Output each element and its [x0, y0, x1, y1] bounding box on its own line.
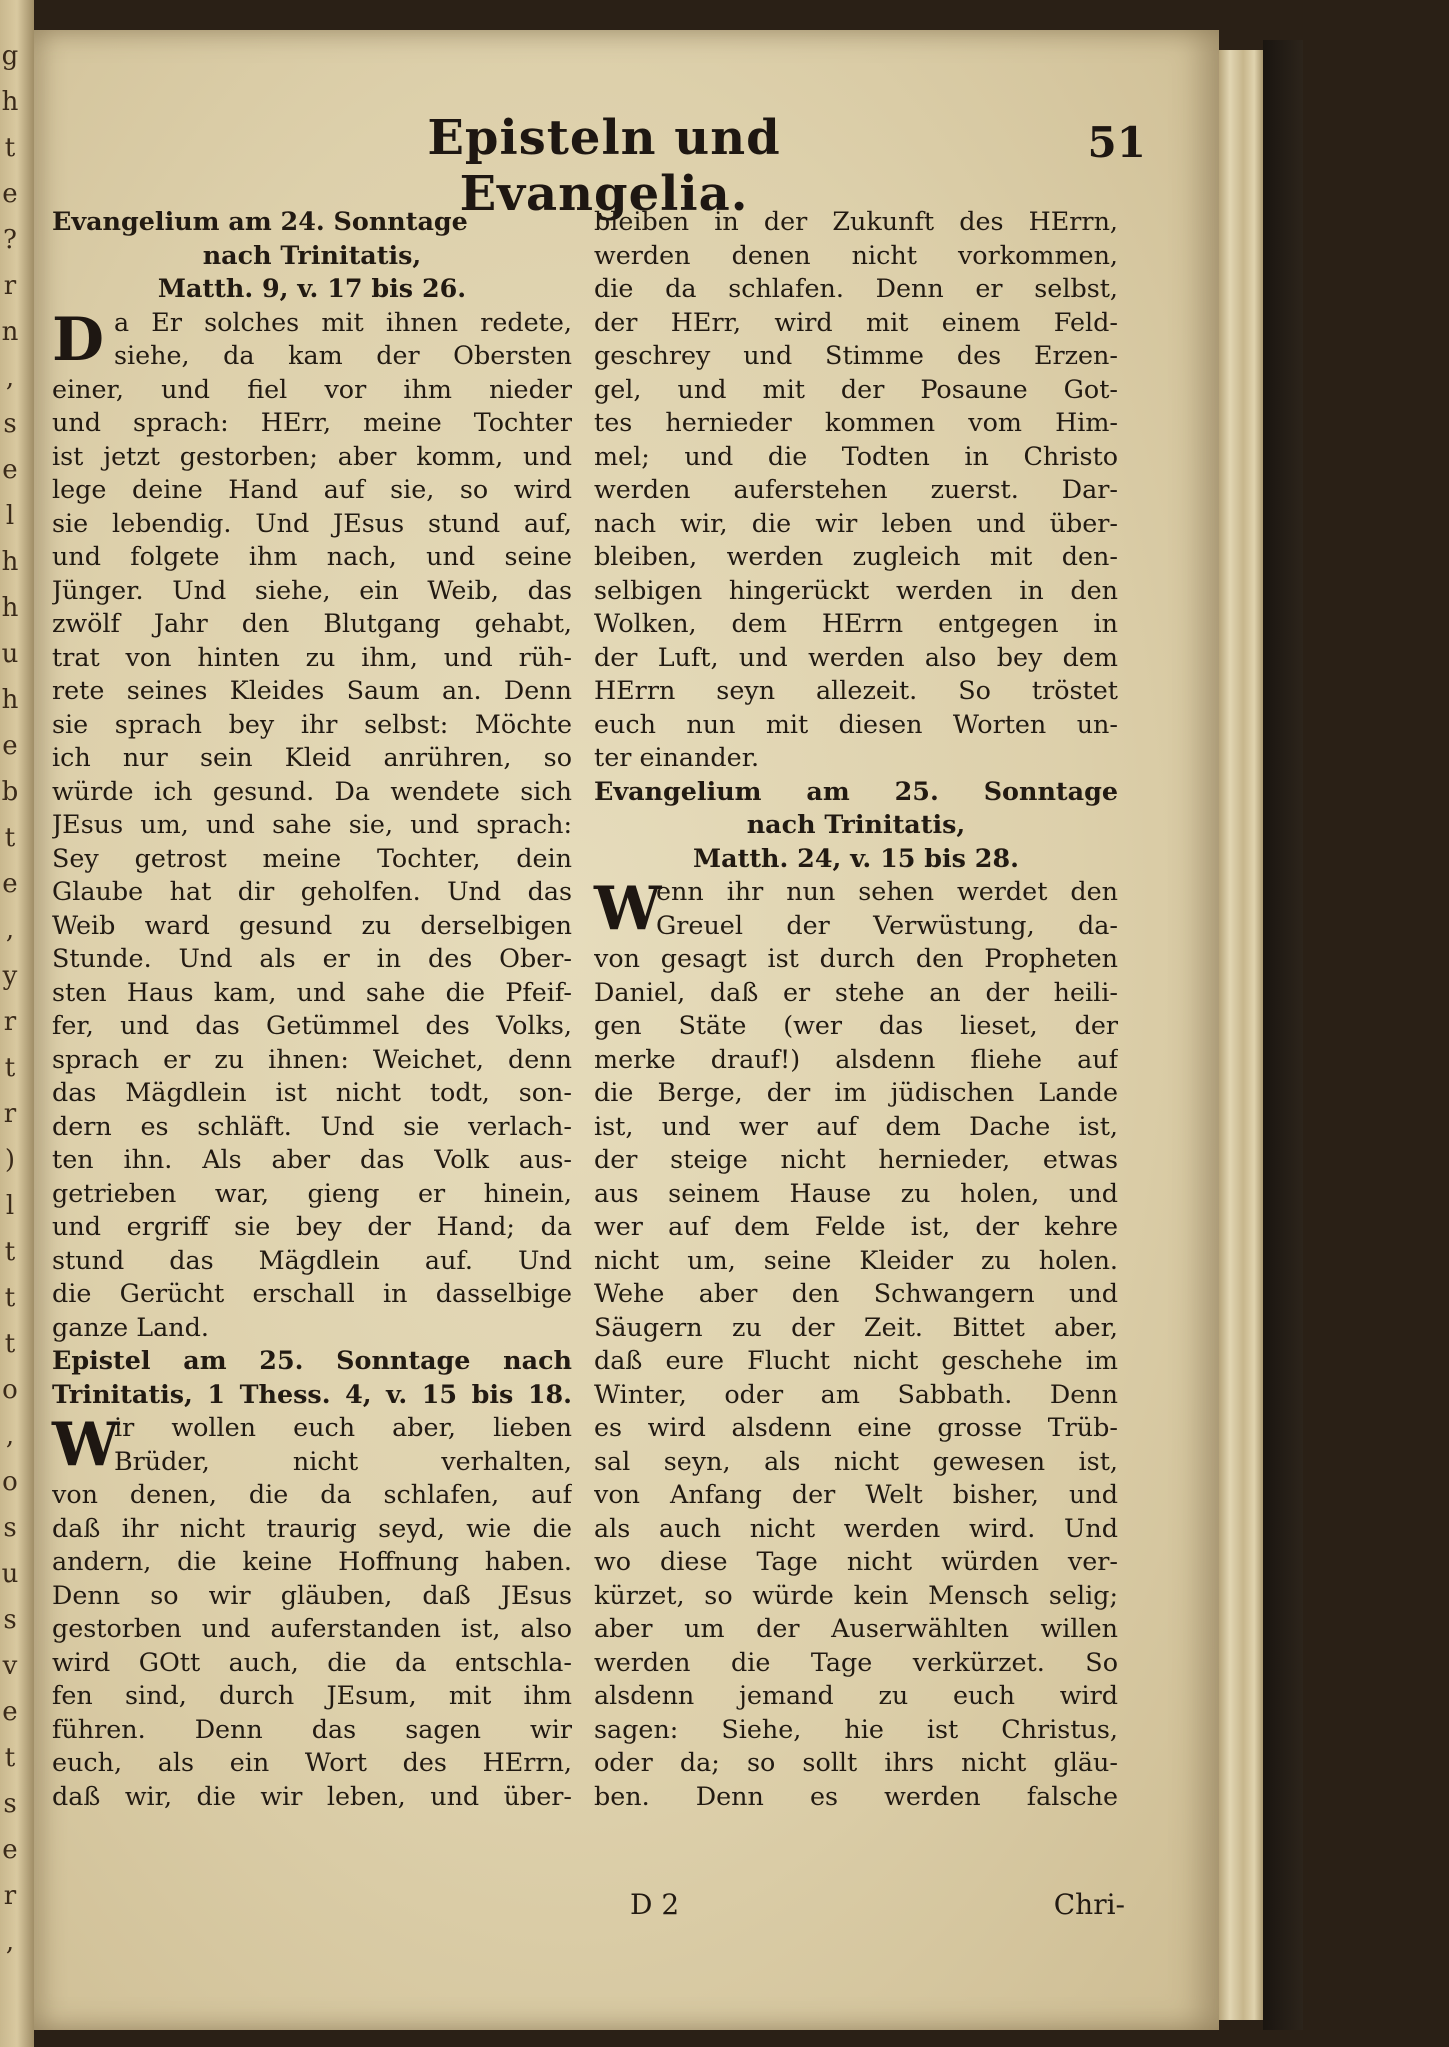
- text-line: sie sprach bey ihr selbst: Möchte: [52, 708, 572, 739]
- margin-fragment: o: [2, 1467, 18, 1497]
- text-line: getrieben war, gieng er hinein,: [52, 1177, 572, 1208]
- text-line: zwölf Jahr den Blutgang gehabt,: [52, 608, 572, 638]
- margin-fragment: h: [1, 547, 19, 577]
- margin-fragment: t: [4, 1283, 16, 1313]
- text-line: von Anfang der Welt bisher, und: [594, 1479, 1118, 1509]
- text-line: sie lebendig. Und JEsus stund auf,: [52, 507, 572, 538]
- margin-fragment: u: [1, 1559, 19, 1589]
- text-line: fer, und das Getümmel des Volks,: [52, 1010, 572, 1040]
- text-line: Sey getrost meine Tochter, dein: [52, 842, 572, 873]
- margin-fragment: v: [2, 1651, 18, 1681]
- margin-fragment: t: [4, 1329, 16, 1359]
- text-line: tes hernieder kommen vom Him-: [594, 407, 1118, 437]
- text-line: wo diese Tage nicht würden ver-: [594, 1546, 1118, 1576]
- margin-fragment: l: [5, 501, 15, 531]
- text-line: daß ihr nicht traurig seyd, wie die: [52, 1512, 572, 1543]
- text-line: Denn so wir gläuben, daß JEsus: [52, 1579, 572, 1610]
- text-line: bleiben in der Zukunft des HErrn,: [594, 206, 1118, 236]
- margin-fragment: e: [2, 1835, 18, 1865]
- text-line: euch, als ein Wort des HErrn,: [52, 1747, 572, 1777]
- text-line: oder da; so sollt ihrs nicht gläu-: [594, 1747, 1118, 1777]
- catchword: Chri-: [1053, 1888, 1125, 1921]
- text-line: nach wir, die wir leben und über-: [594, 507, 1118, 538]
- margin-fragment: o: [2, 1375, 18, 1405]
- text-line: ich nur sein Kleid anrühren, so: [52, 742, 572, 772]
- margin-fragment: s: [3, 1789, 17, 1819]
- margin-fragment: e: [2, 1697, 18, 1727]
- text-line: werden die Tage verkürzet. So: [594, 1646, 1118, 1677]
- text-line: gestorben und auferstanden ist, also: [52, 1613, 572, 1643]
- page-number: 51: [1087, 118, 1146, 167]
- margin-fragment: ,: [5, 1927, 15, 1957]
- drop-cap: W: [594, 874, 662, 944]
- text-line: gel, und mit der Posaune Got-: [594, 373, 1118, 404]
- text-line: daß eure Flucht nicht geschehe im: [594, 1345, 1118, 1375]
- text-line: Jünger. Und siehe, ein Weib, das: [52, 574, 572, 605]
- margin-fragment: b: [1, 777, 19, 807]
- margin-fragment: y: [2, 961, 18, 991]
- text-line: die Gerücht erschall in dasselbige: [52, 1278, 572, 1308]
- margin-fragment: u: [1, 639, 19, 669]
- text-line: bleiben, werden zugleich mit den-: [594, 541, 1118, 571]
- text-line: wird GOtt auch, die da entschla-: [52, 1646, 572, 1677]
- text-line: Wehe aber den Schwangern und: [594, 1278, 1118, 1308]
- margin-fragment: ,: [5, 915, 15, 945]
- text-line: einer, und fiel vor ihm nieder: [52, 373, 572, 404]
- section-gospel-25: [594, 775, 1118, 1814]
- margin-fragment: h: [1, 685, 19, 715]
- margin-fragment: t: [4, 133, 16, 163]
- page-footer: [630, 1888, 1125, 1928]
- text-line: daß wir, die wir leben, und über-: [52, 1780, 572, 1811]
- section-heading: Evangelium am 25. Sonntage: [594, 775, 1118, 806]
- section-epistle-25-continued: [594, 205, 1118, 775]
- text-line: sagen: Siehe, hie ist Christus,: [594, 1713, 1118, 1744]
- text-line: sprach er zu ihnen: Weichet, denn: [52, 1043, 572, 1074]
- text-line: andern, die keine Hoffnung haben.: [52, 1546, 572, 1576]
- text-line: sten Haus kam, und sahe die Pfeif-: [52, 976, 572, 1007]
- text-line: ist jetzt gestorben; aber komm, und: [52, 440, 572, 471]
- text-line: alsdenn jemand zu euch wird: [594, 1680, 1118, 1710]
- scripture-reference: Matth. 9, v. 17 bis 26.: [157, 273, 467, 303]
- text-line: als auch nicht werden wird. Und: [594, 1512, 1118, 1543]
- text-line: geschrey und Stimme des Erzen-: [594, 340, 1118, 370]
- left-column: [52, 205, 572, 1813]
- text-line: Weib ward gesund zu derselbigen: [52, 909, 572, 940]
- text-line: werden auferstehen zuerst. Dar-: [594, 474, 1118, 504]
- section-heading: nach Trinitatis,: [746, 809, 966, 839]
- text-line: Glaube hat dir geholfen. Und das: [52, 876, 572, 906]
- text-line: rete seines Kleides Saum an. Denn: [52, 675, 572, 705]
- margin-fragment: e: [2, 731, 18, 761]
- text-line: JEsus um, und sahe sie, und sprach:: [52, 809, 572, 839]
- text-line: Winter, oder am Sabbath. Denn: [594, 1378, 1118, 1409]
- signature-mark: D 2: [630, 1888, 680, 1921]
- text-line: merke drauf!) alsdenn fliehe auf: [594, 1043, 1118, 1074]
- text-line: werden denen nicht vorkommen,: [594, 239, 1118, 270]
- margin-fragment: e: [2, 869, 18, 899]
- text-line: von denen, die da schlafen, auf: [52, 1479, 572, 1509]
- drop-cap: D: [52, 304, 105, 375]
- right-column: [594, 205, 1118, 1813]
- margin-fragment: t: [4, 1237, 16, 1267]
- paragraph: [52, 1411, 572, 1813]
- section-heading: nach Trinitatis,: [202, 239, 422, 270]
- text-line: und ergriff sie bey der Hand; da: [52, 1211, 572, 1241]
- margin-fragment: r: [3, 1099, 17, 1129]
- margin-fragment: s: [3, 1513, 17, 1543]
- text-line: ist, und wer auf dem Dache ist,: [594, 1110, 1118, 1141]
- section-epistle-25: [52, 1344, 572, 1813]
- text-line: Stunde. Und als er in des Ober-: [52, 943, 572, 973]
- page-block-edge: [1219, 50, 1263, 2020]
- section-heading: Evangelium am 24. Sonntage: [52, 206, 468, 236]
- text-line: und folgete ihm nach, und seine: [52, 541, 572, 571]
- scripture-reference: Matth. 24, v. 15 bis 28.: [693, 842, 1019, 873]
- text-line: sal seyn, als nicht gewesen ist,: [594, 1445, 1118, 1476]
- section-heading: Trinitatis, 1 Thess. 4, v. 15 bis 18.: [52, 1378, 572, 1409]
- text-line: das Mägdlein ist nicht todt, son-: [52, 1077, 572, 1107]
- paragraph: [594, 875, 1118, 1813]
- margin-fragment: r: [3, 1881, 17, 1911]
- text-line: fen sind, durch JEsum, mit ihm: [52, 1680, 572, 1710]
- text-line: ganze Land.: [52, 1311, 209, 1342]
- margin-fragment: h: [1, 87, 19, 117]
- text-line: Säugern zu der Zeit. Bittet aber,: [594, 1311, 1118, 1342]
- text-line: enn ihr nun sehen werdet den: [656, 876, 1118, 906]
- margin-fragment: s: [3, 1605, 17, 1635]
- text-line: kürzet, so würde kein Mensch selig;: [594, 1579, 1118, 1610]
- margin-fragment: e: [2, 455, 18, 485]
- text-line: gen Stäte (wer das lieset, der: [594, 1010, 1118, 1040]
- margin-fragment: h: [1, 593, 19, 623]
- text-line: wer auf dem Felde ist, der kehre: [594, 1211, 1118, 1241]
- text-line: ir wollen euch aber, lieben: [114, 1412, 572, 1442]
- text-line: der Luft, und werden also bey dem: [594, 641, 1118, 672]
- text-line: nicht um, seine Kleider zu holen.: [594, 1244, 1118, 1275]
- text-line: von gesagt ist durch den Propheten: [594, 943, 1118, 973]
- margin-fragment: t: [4, 1053, 16, 1083]
- text-line: euch nun mit diesen Worten un-: [594, 708, 1118, 739]
- margin-fragment: n: [1, 317, 19, 347]
- text-line: dern es schläft. Und sie verlach-: [52, 1110, 572, 1141]
- text-line: es wird alsdenn eine grosse Trüb-: [594, 1412, 1118, 1442]
- margin-fragment: e: [2, 179, 18, 209]
- text-line: mel; und die Todten in Christo: [594, 440, 1118, 471]
- margin-fragment: ,: [5, 363, 15, 393]
- text-line: aber um der Auserwählten willen: [594, 1613, 1118, 1643]
- text-line: stund das Mägdlein auf. Und: [52, 1244, 572, 1275]
- text-line: ben. Denn es werden falsche: [594, 1780, 1118, 1811]
- section-gospel-24: [52, 205, 572, 1344]
- text-line: die Berge, der im jüdischen Lande: [594, 1077, 1118, 1107]
- text-line: lege deine Hand auf sie, so wird: [52, 474, 572, 504]
- margin-fragment: r: [3, 1007, 17, 1037]
- text-line: a Er solches mit ihnen redete,: [114, 306, 572, 337]
- text-line: ter einander.: [594, 742, 760, 772]
- text-line: ten ihn. Als aber das Volk aus-: [52, 1144, 572, 1174]
- drop-cap: W: [52, 1410, 120, 1480]
- text-line: aus seinem Hause zu holen, und: [594, 1177, 1118, 1208]
- book-cover-edge: [1263, 40, 1303, 2030]
- margin-fragment: g: [1, 41, 19, 71]
- text-line: führen. Denn das sagen wir: [52, 1713, 572, 1744]
- text-line: der HErr, wird mit einem Feld-: [594, 306, 1118, 337]
- margin-fragment: r: [3, 271, 17, 301]
- text-line: und sprach: HErr, meine Tochter: [52, 407, 572, 437]
- page-title: Episteln und Evangelia.: [427, 110, 781, 222]
- text-line: siehe, da kam der Obersten: [114, 340, 572, 370]
- margin-fragment: ): [4, 1145, 16, 1175]
- text-line: trat von hinten zu ihm, und rüh-: [52, 641, 572, 672]
- margin-fragment: s: [3, 409, 17, 439]
- margin-fragment: ,: [5, 1421, 15, 1451]
- text-line: Brüder, nicht verhalten,: [114, 1445, 572, 1476]
- margin-fragment: t: [4, 823, 16, 853]
- margin-fragment: l: [5, 1191, 15, 1221]
- section-heading: Epistel am 25. Sonntage nach: [52, 1345, 572, 1375]
- text-line: die da schlafen. Denn er selbst,: [594, 273, 1118, 303]
- facing-page-edge: [0, 40, 20, 2000]
- text-line: Daniel, daß er stehe an der heili-: [594, 976, 1118, 1007]
- text-line: der steige nicht hernieder, etwas: [594, 1144, 1118, 1174]
- margin-fragment: t: [4, 1743, 16, 1773]
- text-line: Greuel der Verwüstung, da-: [656, 909, 1118, 940]
- margin-fragment: ?: [3, 225, 17, 255]
- text-line: würde ich gesund. Da wendete sich: [52, 775, 572, 806]
- text-line: selbigen hingerückt werden in den: [594, 574, 1118, 605]
- text-line: Wolken, dem HErrn entgegen in: [594, 608, 1118, 638]
- paragraph: [52, 306, 572, 1345]
- text-line: HErrn seyn allezeit. So tröstet: [594, 675, 1118, 705]
